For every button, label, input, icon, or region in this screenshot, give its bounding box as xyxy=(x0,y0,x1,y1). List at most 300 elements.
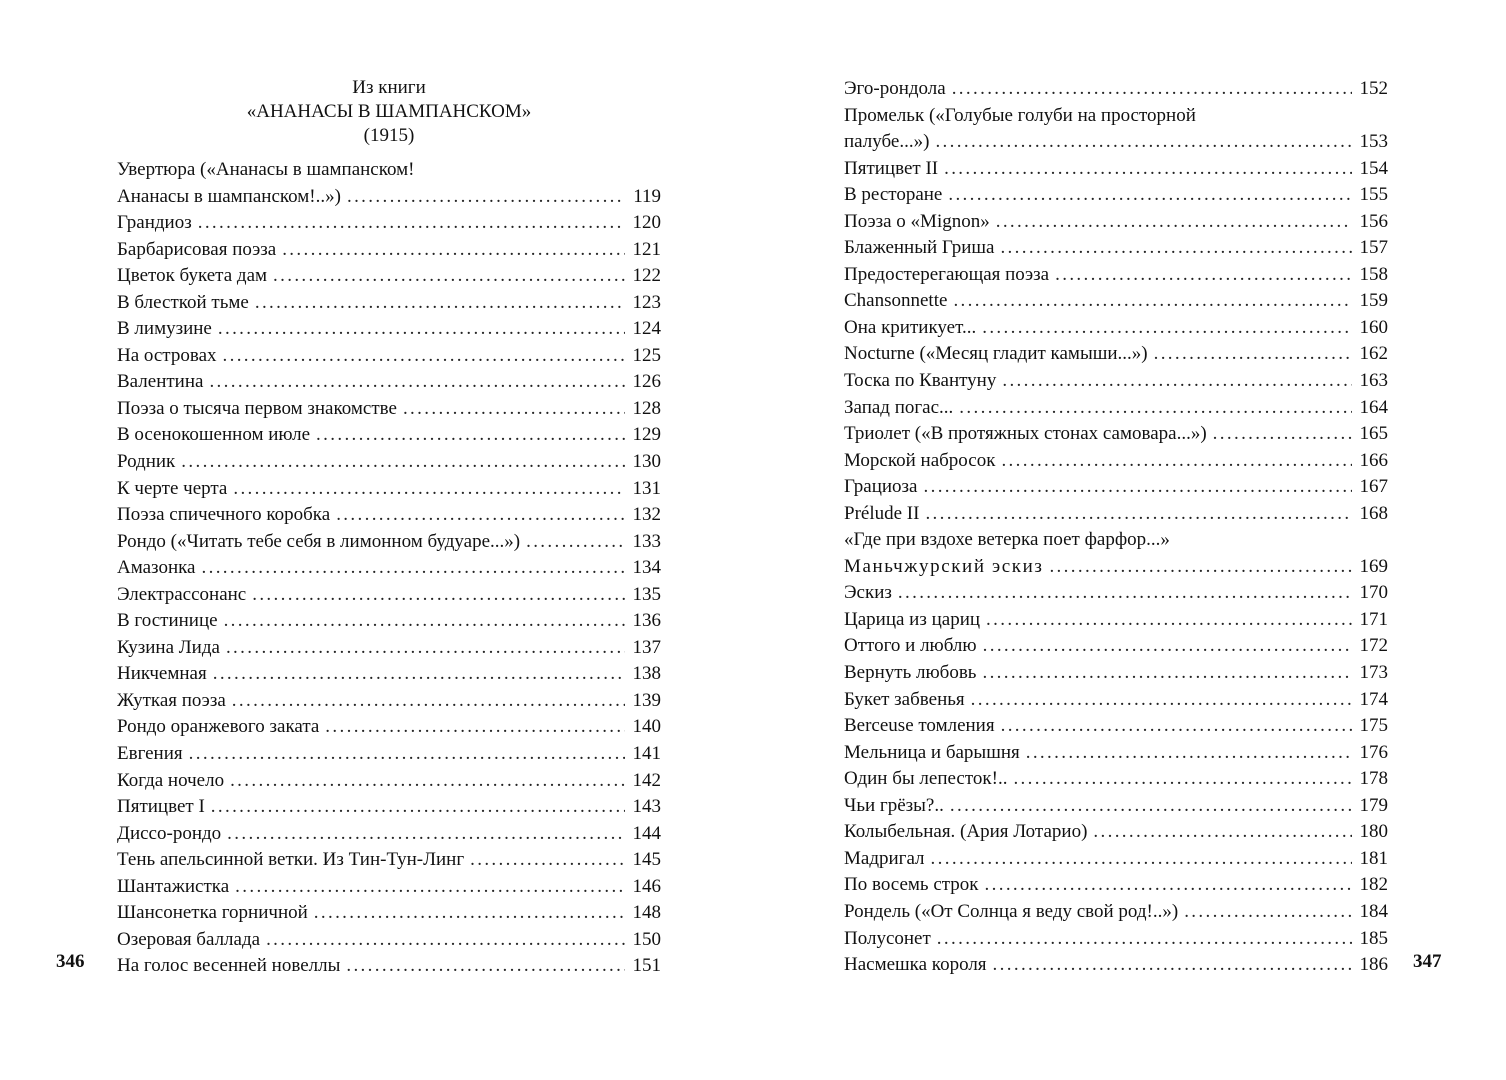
dot-leader xyxy=(1049,554,1352,581)
toc-entry-line xyxy=(117,635,661,662)
toc-entry-page-number: 119 xyxy=(633,185,661,207)
section-header-year: (1915) xyxy=(363,125,415,146)
toc-entry-title: В блесткой тьме xyxy=(117,291,249,313)
toc-entry-page-number: 159 xyxy=(1359,290,1388,312)
toc-entry-page-number: 133 xyxy=(632,530,661,552)
toc-entry-title: Поэза спичечного коробка xyxy=(117,504,331,526)
dot-leader xyxy=(948,182,1352,209)
dot-leader xyxy=(223,343,626,370)
toc-entry-title: Тоска по Квантуну xyxy=(844,370,997,392)
toc-entry-line xyxy=(844,474,1388,501)
toc-entry-line xyxy=(117,343,661,370)
toc-entry-title: Prélude II xyxy=(844,502,920,524)
dot-leader xyxy=(1002,368,1352,395)
toc-entry-title: Эскиз xyxy=(844,582,892,604)
toc-entry xyxy=(117,396,661,423)
toc-entry-title: Мельница и барышня xyxy=(844,741,1020,763)
toc-entry-line xyxy=(117,422,661,449)
toc-entry-page-number: 124 xyxy=(632,318,661,340)
toc-entry-page-number: 178 xyxy=(1359,768,1388,790)
toc-entry-title: Жуткая поэза xyxy=(117,689,226,711)
dot-leader xyxy=(230,768,625,795)
toc-entry-page-number: 130 xyxy=(632,451,661,473)
toc-entry-line xyxy=(844,687,1388,714)
toc-entry-page-number: 135 xyxy=(632,583,661,605)
toc-entry-page-number: 157 xyxy=(1359,237,1388,259)
toc-entry-line xyxy=(844,448,1388,475)
toc-entry xyxy=(844,660,1388,687)
toc-entry-title: Барбарисовая поэза xyxy=(117,238,277,260)
toc-entry-page-number: 144 xyxy=(632,822,661,844)
toc-entry-title: Когда ночело xyxy=(117,769,225,791)
dot-leader xyxy=(944,156,1352,183)
toc-entry xyxy=(844,580,1388,607)
toc-entry-line xyxy=(844,156,1388,183)
dot-leader xyxy=(211,794,625,821)
toc-entry-title: Цветок букета дам xyxy=(117,265,268,287)
toc-entry-title: Родник xyxy=(117,451,176,473)
dot-leader xyxy=(202,555,626,582)
toc-entry-title: Nocturne («Месяц гладит камыши...») xyxy=(844,343,1148,365)
toc-entry-line xyxy=(117,316,661,343)
toc-entry-line xyxy=(117,953,661,980)
toc-entry xyxy=(117,874,661,901)
toc-entry-line xyxy=(844,368,1388,395)
dot-leader xyxy=(314,900,625,927)
page-number-right: 347 xyxy=(1413,951,1442,972)
toc-entry xyxy=(117,821,661,848)
dot-leader xyxy=(982,315,1352,342)
toc-entry-title: Маньчжурский эскиз xyxy=(844,555,1044,577)
toc-entry-line xyxy=(844,421,1388,448)
toc-entry-title: Рондель («От Солнца я веду свой род!..») xyxy=(844,900,1179,922)
toc-entry-line xyxy=(117,714,661,741)
toc-entry-page-number: 153 xyxy=(1359,131,1388,153)
table-of-contents-right xyxy=(844,76,1388,979)
toc-entry-page-number: 146 xyxy=(632,875,661,897)
toc-entry-page-number: 162 xyxy=(1359,343,1388,365)
dot-leader xyxy=(1055,262,1352,289)
toc-entry-line xyxy=(117,502,661,529)
toc-entry-line xyxy=(117,476,661,503)
toc-entry-line xyxy=(844,129,1388,156)
toc-entry-line xyxy=(844,315,1388,342)
toc-entry-page-number: 128 xyxy=(632,397,661,419)
toc-entry xyxy=(844,103,1388,156)
toc-entry-title: Предостерегающая поэза xyxy=(844,263,1050,285)
toc-entry xyxy=(117,422,661,449)
toc-entry-page-number: 155 xyxy=(1359,184,1388,206)
dot-leader xyxy=(1184,899,1352,926)
toc-entry-page-number: 132 xyxy=(632,504,661,526)
dot-leader xyxy=(470,847,625,874)
dot-leader xyxy=(213,661,625,688)
dot-leader xyxy=(227,821,625,848)
toc-entry-line xyxy=(844,341,1388,368)
toc-entry xyxy=(844,421,1388,448)
dot-leader xyxy=(1093,819,1352,846)
dot-leader xyxy=(232,688,625,715)
toc-entry-line xyxy=(844,713,1388,740)
dot-leader xyxy=(1213,421,1352,448)
toc-entry-line xyxy=(117,529,661,556)
dot-leader xyxy=(952,76,1352,103)
toc-entry xyxy=(117,476,661,503)
toc-entry-page-number: 175 xyxy=(1359,715,1388,737)
toc-entry xyxy=(844,209,1388,236)
toc-entry-line xyxy=(117,184,661,211)
toc-entry-page-number: 138 xyxy=(632,663,661,685)
dot-leader xyxy=(1026,740,1352,767)
toc-entry xyxy=(117,635,661,662)
toc-entry-line xyxy=(117,661,661,688)
dot-leader xyxy=(937,926,1352,953)
toc-entry-page-number: 151 xyxy=(632,955,661,977)
toc-entry-line xyxy=(844,740,1388,767)
toc-entry xyxy=(844,740,1388,767)
toc-entry-title: Один бы лепесток!.. xyxy=(844,768,1008,790)
toc-entry-page-number: 148 xyxy=(632,902,661,924)
toc-entry xyxy=(117,847,661,874)
toc-entry xyxy=(117,714,661,741)
dot-leader xyxy=(235,874,625,901)
toc-entry-title-line1: Увертюра («Ананасы в шампанском! xyxy=(117,159,415,180)
toc-entry-line xyxy=(117,927,661,954)
toc-entry-title: Чьи грёзы?.. xyxy=(844,794,944,816)
toc-entry-line xyxy=(844,501,1388,528)
toc-entry-title: Она критикует... xyxy=(844,316,977,338)
toc-entry xyxy=(117,316,661,343)
dot-leader xyxy=(255,290,625,317)
toc-entry-line xyxy=(844,580,1388,607)
toc-entry xyxy=(117,555,661,582)
right-page xyxy=(753,0,1506,1080)
toc-entry-title: В гостинице xyxy=(117,610,218,632)
dot-leader xyxy=(953,288,1352,315)
toc-entry-page-number: 169 xyxy=(1359,555,1388,577)
toc-entry xyxy=(117,688,661,715)
toc-entry xyxy=(844,315,1388,342)
dot-leader xyxy=(226,635,625,662)
toc-entry-page-number: 142 xyxy=(632,769,661,791)
dot-leader xyxy=(224,608,625,635)
dot-leader xyxy=(983,633,1352,660)
dot-leader xyxy=(252,582,625,609)
toc-entry-line xyxy=(844,952,1388,979)
toc-entry xyxy=(117,900,661,927)
section-header-line1: Из книги xyxy=(352,77,426,98)
dot-leader xyxy=(931,846,1352,873)
toc-entry-line xyxy=(844,262,1388,289)
dot-leader xyxy=(526,529,625,556)
toc-entry-title: Озеровая баллада xyxy=(117,928,261,950)
toc-entry-page-number: 140 xyxy=(632,716,661,738)
toc-entry-page-number: 186 xyxy=(1359,954,1388,976)
toc-entry-title: Поэза о тысяча первом знакомстве xyxy=(117,397,397,419)
dot-leader xyxy=(316,422,625,449)
dot-leader xyxy=(1001,448,1352,475)
toc-entry xyxy=(844,766,1388,793)
toc-entry xyxy=(117,290,661,317)
toc-entry-line xyxy=(117,847,661,874)
dot-leader xyxy=(950,793,1352,820)
toc-entry-title: В осенокошенном июле xyxy=(117,424,311,446)
toc-entry-line xyxy=(844,288,1388,315)
toc-entry-page-number: 126 xyxy=(632,371,661,393)
toc-entry-title: Царица из цариц xyxy=(844,608,981,630)
toc-entry-title: Тень апельсинной ветки. Из Тин-Тун-Линг xyxy=(117,849,465,871)
toc-entry-line xyxy=(117,874,661,901)
toc-entry-title: По восемь строк xyxy=(844,874,979,896)
page-number-left: 346 xyxy=(56,951,85,972)
toc-entry xyxy=(844,899,1388,926)
toc-entry-title: На островах xyxy=(117,344,217,366)
toc-entry-line xyxy=(117,555,661,582)
toc-entry xyxy=(844,872,1388,899)
toc-entry-page-number: 185 xyxy=(1359,927,1388,949)
toc-entry-title: Вернуть любовь xyxy=(844,662,977,684)
dot-leader xyxy=(336,502,625,529)
toc-entry-line xyxy=(117,396,661,423)
dot-leader xyxy=(993,952,1352,979)
dot-leader xyxy=(325,714,625,741)
toc-entry xyxy=(117,529,661,556)
toc-entry-line xyxy=(844,793,1388,820)
toc-entry-line xyxy=(117,741,661,768)
toc-entry-page-number: 120 xyxy=(632,212,661,234)
toc-entry-page-number: 158 xyxy=(1359,263,1388,285)
toc-entry xyxy=(117,369,661,396)
toc-entry-title: Шантажистка xyxy=(117,875,230,897)
dot-leader xyxy=(971,687,1352,714)
toc-entry-page-number: 123 xyxy=(632,291,661,313)
toc-entry xyxy=(844,527,1388,580)
toc-entry xyxy=(844,182,1388,209)
toc-entry-title: Мадригал xyxy=(844,847,925,869)
toc-entry xyxy=(117,237,661,264)
toc-entry-page-number: 173 xyxy=(1359,662,1388,684)
toc-entry-page-number: 154 xyxy=(1359,157,1388,179)
toc-entry-title: Пятицвет II xyxy=(844,157,939,179)
toc-entry-line xyxy=(117,449,661,476)
toc-entry-page-number: 129 xyxy=(632,424,661,446)
toc-entry-page-number: 166 xyxy=(1359,449,1388,471)
toc-entry xyxy=(117,741,661,768)
toc-entry-page-number: 121 xyxy=(632,238,661,260)
toc-entry-title: На голос весенней новеллы xyxy=(117,955,341,977)
dot-leader xyxy=(218,316,625,343)
toc-entry-title: Электрассонанс xyxy=(117,583,247,605)
toc-entry xyxy=(117,794,661,821)
dot-leader xyxy=(346,953,625,980)
section-header xyxy=(118,76,660,148)
dot-leader xyxy=(403,396,625,423)
toc-entry xyxy=(117,927,661,954)
toc-entry xyxy=(844,633,1388,660)
toc-entry-page-number: 174 xyxy=(1359,688,1388,710)
toc-entry xyxy=(844,368,1388,395)
toc-entry-line xyxy=(844,182,1388,209)
toc-entry-line xyxy=(844,607,1388,634)
toc-entry-page-number: 160 xyxy=(1359,316,1388,338)
toc-entry-page-number: 134 xyxy=(632,557,661,579)
toc-entry xyxy=(844,793,1388,820)
dot-leader xyxy=(189,741,625,768)
toc-entry-line xyxy=(117,608,661,635)
toc-entry-title: В ресторане xyxy=(844,184,943,206)
toc-entry-line xyxy=(117,900,661,927)
toc-entry-line xyxy=(117,688,661,715)
toc-entry-page-number: 165 xyxy=(1359,423,1388,445)
toc-entry-page-number: 170 xyxy=(1359,582,1388,604)
toc-entry-page-number: 176 xyxy=(1359,741,1388,763)
dot-leader xyxy=(198,210,625,237)
toc-entry xyxy=(844,501,1388,528)
toc-entry-line xyxy=(844,872,1388,899)
toc-entry-line xyxy=(117,369,661,396)
toc-entry-page-number: 163 xyxy=(1359,370,1388,392)
toc-entry xyxy=(844,474,1388,501)
toc-entry-line xyxy=(844,899,1388,926)
toc-entry-page-number: 137 xyxy=(632,636,661,658)
toc-entry-title: Полусонет xyxy=(844,927,931,949)
toc-entry-line xyxy=(844,554,1388,581)
toc-entry xyxy=(117,768,661,795)
toc-entry-title: Berceuse томления xyxy=(844,715,995,737)
toc-entry-page-number: 156 xyxy=(1359,210,1388,232)
toc-entry-line xyxy=(117,263,661,290)
toc-entry-line xyxy=(844,633,1388,660)
toc-entry-line xyxy=(117,237,661,264)
toc-entry-title: Евгения xyxy=(117,743,183,765)
dot-leader xyxy=(985,872,1352,899)
toc-entry-title: Насмешка короля xyxy=(844,954,987,976)
toc-entry xyxy=(117,343,661,370)
toc-entry-page-number: 182 xyxy=(1359,874,1388,896)
dot-leader xyxy=(925,501,1352,528)
toc-entry-page-number: 131 xyxy=(632,477,661,499)
dot-leader xyxy=(924,474,1353,501)
toc-entry-page-number: 179 xyxy=(1359,794,1388,816)
dot-leader xyxy=(959,395,1352,422)
toc-entry-title: Запад погас... xyxy=(844,396,954,418)
toc-entry xyxy=(117,582,661,609)
toc-entry-page-number: 152 xyxy=(1359,78,1388,99)
toc-entry-title: Рондо («Читать тебе себя в лимонном будуаре...») xyxy=(117,530,521,552)
toc-entry xyxy=(844,156,1388,183)
toc-entry-line xyxy=(844,76,1388,103)
dot-leader xyxy=(935,129,1352,156)
toc-entry-line xyxy=(844,209,1388,236)
toc-entry-line xyxy=(844,395,1388,422)
toc-entry-line xyxy=(844,926,1388,953)
toc-entry-line xyxy=(844,660,1388,687)
dot-leader xyxy=(982,660,1352,687)
toc-entry-title: Оттого и люблю xyxy=(844,635,977,657)
toc-entry-line xyxy=(117,768,661,795)
toc-entry-title: К черте черта xyxy=(117,477,228,499)
toc-entry-line xyxy=(844,846,1388,873)
toc-entry xyxy=(844,448,1388,475)
toc-entry-title-line1: Промельк («Голубые голуби на просторной xyxy=(844,104,1196,126)
toc-entry-line xyxy=(844,766,1388,793)
toc-entry-line xyxy=(844,235,1388,262)
toc-entry xyxy=(117,661,661,688)
toc-entry-page-number: 167 xyxy=(1359,476,1388,498)
toc-entry xyxy=(844,288,1388,315)
dot-leader xyxy=(233,476,625,503)
toc-entry-page-number: 143 xyxy=(632,796,661,818)
toc-entry-title: палубе...») xyxy=(844,131,930,153)
toc-entry xyxy=(844,607,1388,634)
toc-entry xyxy=(117,953,661,980)
dot-leader xyxy=(1001,713,1352,740)
dot-leader xyxy=(273,263,625,290)
toc-entry-page-number: 172 xyxy=(1359,635,1388,657)
toc-entry-page-number: 139 xyxy=(632,689,661,711)
toc-entry-title: Эго-рондола xyxy=(844,78,946,99)
toc-entry xyxy=(844,341,1388,368)
toc-entry xyxy=(117,449,661,476)
toc-entry xyxy=(117,502,661,529)
toc-entry-page-number: 171 xyxy=(1359,608,1388,630)
toc-entry-page-number: 184 xyxy=(1359,900,1388,922)
toc-entry xyxy=(844,713,1388,740)
toc-entry-title: В лимузине xyxy=(117,318,212,340)
toc-entry-page-number: 180 xyxy=(1359,821,1388,843)
toc-entry-page-number: 145 xyxy=(632,849,661,871)
toc-entry xyxy=(844,819,1388,846)
toc-entry xyxy=(117,263,661,290)
toc-entry-title: Колыбельная. (Ария Лотарио) xyxy=(844,821,1088,843)
toc-entry xyxy=(844,846,1388,873)
dot-leader xyxy=(1154,341,1352,368)
dot-leader xyxy=(266,927,625,954)
toc-entry-page-number: 164 xyxy=(1359,396,1388,418)
toc-entry-title-line1: «Где при вздохе ветерка поет фарфор...» xyxy=(844,529,1170,551)
toc-entry-title: Валентина xyxy=(117,371,204,393)
toc-entry-title: Поэза о «Mignon» xyxy=(844,210,990,232)
dot-leader xyxy=(1013,766,1352,793)
toc-entry-line xyxy=(117,821,661,848)
toc-entry-title: Букет забвенья xyxy=(844,688,965,710)
toc-entry-title: Блаженный Гриша xyxy=(844,237,995,259)
toc-entry-page-number: 168 xyxy=(1359,502,1388,524)
toc-entry xyxy=(844,926,1388,953)
toc-entry-page-number: 122 xyxy=(632,265,661,287)
toc-entry-title: Ананасы в шампанском!..») xyxy=(117,185,341,207)
dot-leader xyxy=(282,237,625,264)
toc-entry-line xyxy=(117,290,661,317)
toc-entry xyxy=(844,687,1388,714)
toc-entry-title: Кузина Лида xyxy=(117,636,220,658)
dot-leader xyxy=(347,184,625,211)
dot-leader xyxy=(1000,235,1352,262)
toc-entry-page-number: 141 xyxy=(632,743,661,765)
toc-entry-line xyxy=(117,794,661,821)
toc-entry-title: Никчемная xyxy=(117,663,207,685)
toc-entry-line xyxy=(117,582,661,609)
toc-entry xyxy=(117,608,661,635)
toc-entry-title: Chansonnette xyxy=(844,290,948,312)
dot-leader xyxy=(898,580,1352,607)
section-header-title: «АНАНАСЫ В ШАМПАНСКОМ» xyxy=(246,101,532,122)
toc-entry-title: Рондо оранжевого заката xyxy=(117,716,320,738)
toc-entry-page-number: 136 xyxy=(632,610,661,632)
toc-entry xyxy=(117,210,661,237)
toc-entry-line xyxy=(844,819,1388,846)
dot-leader xyxy=(996,209,1352,236)
